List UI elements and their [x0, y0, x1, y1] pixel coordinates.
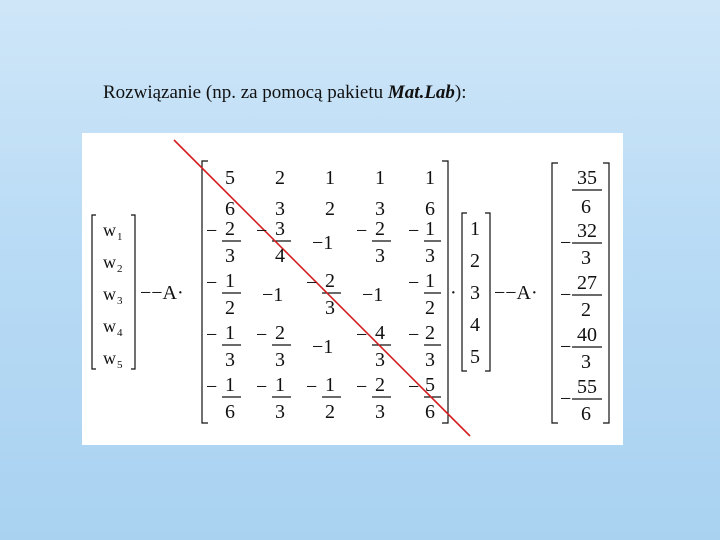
m-r6c3-num: 1 — [325, 374, 335, 396]
m-r5c5-num: 2 — [425, 322, 435, 344]
m-r6c2-num: 1 — [275, 374, 285, 396]
w-right-bracket — [131, 215, 135, 369]
m-r6c1-num: 1 — [225, 374, 235, 396]
rhs-1-den: 6 — [581, 196, 591, 218]
heading-suffix: ): — [454, 82, 467, 103]
m-r6c2: − — [256, 376, 268, 398]
m-r6c5: − — [408, 376, 420, 398]
m-r4c5-num: 1 — [425, 270, 435, 292]
m-r6c4: − — [356, 376, 368, 398]
rhs-5-den: 6 — [581, 403, 591, 425]
lhs-operator: −−A· — [140, 282, 184, 304]
m-r5c5-den: 3 — [425, 349, 435, 371]
rhs-5-num: 55 — [577, 376, 597, 398]
m-r5c2-den: 3 — [275, 349, 285, 371]
m-r4c3-num: 2 — [325, 270, 335, 292]
m-r2c1: 6 — [225, 198, 235, 220]
m-r5c4: − — [356, 324, 368, 346]
m-r1c3: 1 — [325, 167, 335, 189]
m-r1c1: 5 — [225, 167, 235, 189]
m-r3c5-den: 3 — [425, 245, 435, 267]
rhs-operator: −−A· — [494, 282, 538, 304]
m-r2c5: 6 — [425, 198, 435, 220]
m-r4c1-den: 2 — [225, 297, 235, 319]
m-r3c1: − — [206, 220, 218, 242]
dot-operator: · — [450, 282, 457, 304]
m-r2c3: 2 — [325, 198, 335, 220]
heading-emphasis: Mat.Lab — [387, 82, 455, 103]
w4-label: $w_4$ — [103, 316, 123, 339]
rhs-3-num: 27 — [577, 272, 597, 294]
m-r5c5: − — [408, 324, 420, 346]
vec-3: 3 — [470, 282, 480, 304]
heading-prefix: Rozwiązanie (np. za pomocą pakietu — [103, 82, 388, 103]
m-r6c4-num: 2 — [375, 374, 385, 396]
m-r6c1: − — [206, 376, 218, 398]
m-r4c2: −1 — [262, 284, 284, 306]
rhs-3: − — [560, 284, 572, 306]
vector-right-bracket — [485, 213, 490, 371]
rhs-5: − — [560, 388, 572, 410]
m-r3c4-num: 2 — [375, 218, 385, 240]
vec-5: 5 — [470, 346, 480, 368]
m-r5c2-num: 2 — [275, 322, 285, 344]
m-r6c5-num: 5 — [425, 374, 435, 396]
w2-label: $w_2$ — [103, 252, 123, 275]
m-r4c1-num: 1 — [225, 270, 235, 292]
vec-4: 4 — [470, 314, 480, 336]
m-r1c2: 2 — [275, 167, 285, 189]
m-r6c3-den: 2 — [325, 401, 335, 423]
w1-label: $w_1$ — [103, 220, 123, 243]
m-r5c4-den: 3 — [375, 349, 385, 371]
m-r3c2-num: 3 — [275, 218, 285, 240]
equation-panel — [82, 133, 623, 445]
rhs-3-den: 2 — [581, 299, 591, 321]
w-left-bracket — [92, 215, 96, 369]
m-r3c2-den: 4 — [275, 245, 285, 267]
m-r3c3: −1 — [312, 232, 334, 254]
w3-label: $w_3$ — [103, 284, 123, 307]
m-r4c4: −1 — [362, 284, 384, 306]
matrix-right-bracket — [442, 161, 448, 423]
m-r3c2: − — [256, 220, 268, 242]
rhs-4-den: 3 — [581, 351, 591, 373]
m-r6c1-den: 6 — [225, 401, 235, 423]
m-r5c1-den: 3 — [225, 349, 235, 371]
m-r2c2: 3 — [275, 198, 285, 220]
rhs-1-num: 35 — [577, 167, 597, 189]
m-r3c4-den: 3 — [375, 245, 385, 267]
slide-heading — [103, 82, 467, 104]
rhs-2-num: 32 — [577, 220, 597, 242]
m-r3c1-den: 3 — [225, 245, 235, 267]
vec-2: 2 — [470, 250, 480, 272]
rhs-4-num: 40 — [577, 324, 597, 346]
vector-left-bracket — [462, 213, 467, 371]
rhs-2: − — [560, 232, 572, 254]
m-r5c2: − — [256, 324, 268, 346]
m-r5c1-num: 1 — [225, 322, 235, 344]
m-r3c4: − — [356, 220, 368, 242]
m-r4c3: − — [306, 272, 318, 294]
m-r6c3: − — [306, 376, 318, 398]
rhs-right-bracket — [603, 163, 609, 423]
m-r4c5-den: 2 — [425, 297, 435, 319]
m-r4c5: − — [408, 272, 420, 294]
m-r5c4-num: 4 — [375, 322, 385, 344]
rhs-2-den: 3 — [581, 247, 591, 269]
m-r6c2-den: 3 — [275, 401, 285, 423]
m-r2c4: 3 — [375, 198, 385, 220]
m-r4c3-den: 3 — [325, 297, 335, 319]
m-r3c1-num: 2 — [225, 218, 235, 240]
m-r3c5: − — [408, 220, 420, 242]
m-r4c1: − — [206, 272, 218, 294]
m-r5c1: − — [206, 324, 218, 346]
rhs-left-bracket — [552, 163, 558, 423]
m-r6c4-den: 3 — [375, 401, 385, 423]
m-r3c5-num: 1 — [425, 218, 435, 240]
w5-label: $w_5$ — [103, 348, 123, 371]
m-r5c3: −1 — [312, 336, 334, 358]
m-r1c4: 1 — [375, 167, 385, 189]
m-r6c5-den: 6 — [425, 401, 435, 423]
m-r1c5: 1 — [425, 167, 435, 189]
rhs-4: − — [560, 336, 572, 358]
vec-1: 1 — [470, 218, 480, 240]
